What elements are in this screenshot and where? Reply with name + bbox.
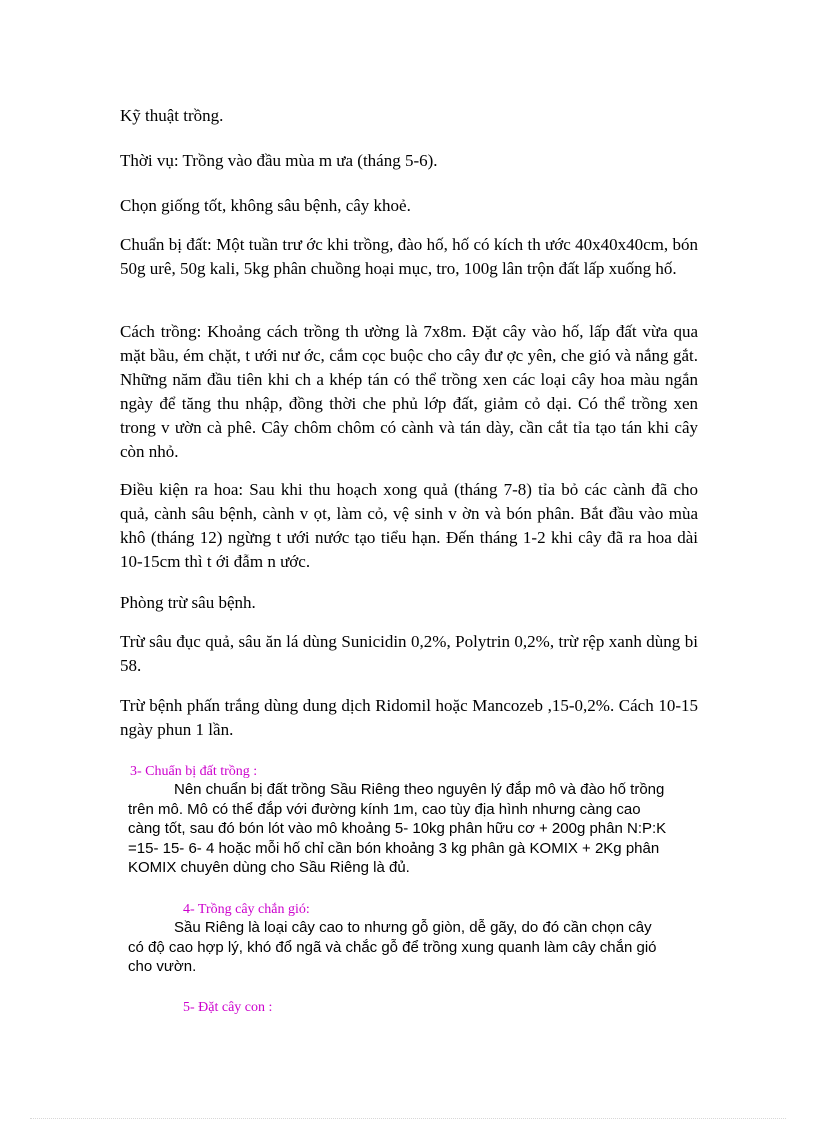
paragraph-season: Thời vụ: Trồng vào đầu mùa m ưa (tháng 5-6). bbox=[120, 151, 438, 170]
paragraph-windbreak-trees: Sầu Riêng là loại cây cao to nhưng gỗ giòn, dễ gãy, do đó cần chọn cây có độ cao hợp lý, khó đổ ngã và chắc gỗ để trồng xung quanh làm cây chắn gió cho vườn. bbox=[128, 919, 657, 975]
paragraph-durian-soil-preparation: Nên chuẩn bị đất trồng Sầu Riêng theo nguyên lý đắp mô và đào hố trồng trên mô. Mô có thể đắp với đường kính 1m, cao tùy địa hình nhưng càng cao càng tốt, sau đó bón lót vào mô khoảng 5- 10kg phân hữu cơ + 200g phân N:P:K =15- 15- 6- 4 hoặc mỗi hố chỉ cần bón khoảng 3 kg phân gà KOMIX + 2Kg phân KOMIX chuyên dùng cho Sầu Riêng là đủ. bbox=[128, 781, 667, 876]
heading-planting-seedlings: 5- Đặt cây con : bbox=[183, 1000, 273, 1015]
heading-windbreak-trees: 4- Trồng cây chắn gió: bbox=[183, 902, 310, 917]
paragraph-seed-selection: Chọn giống tốt, không sâu bệnh, cây khoẻ. bbox=[120, 196, 411, 215]
section-title-planting-technique: Kỹ thuật trồng. bbox=[120, 106, 224, 125]
paragraph-planting-method: Cách trồng: Khoảng cách trồng th ường là 7x8m. Đặt cây vào hố, lấp đất vừa qua mặt bầu, ém chặt, t ưới nư ớc, cắm cọc buộc cho cây đư ợc yên, che gió và nắng gắt. Những năm đầu tiên khi ch a khép tán có thể trồng xen các loại cây hoa màu ngắn ngày để tăng thu nhập, đồng thời che phủ lớp đất, giảm cỏ dại. Có thể trồng xen trong v ườn cà phê. Cây chôm chôm có cành và tán dày, cần cắt tỉa tạo tán khi cây còn nhỏ. bbox=[120, 322, 698, 461]
heading-soil-preparation-durian: 3- Chuẩn bị đất trồng : bbox=[130, 764, 258, 779]
paragraph-insect-control: Trừ sâu đục quả, sâu ăn lá dùng Sunicidin 0,2%, Polytrin 0,2%, trừ rệp xanh dùng bi 58. bbox=[120, 632, 698, 675]
page-bottom-divider bbox=[30, 1118, 786, 1119]
paragraph-disease-control: Trừ bệnh phấn trắng dùng dung dịch Ridomil hoặc Mancozeb ,15-0,2%. Cách 10-15 ngày phun 1 lần. bbox=[120, 696, 698, 739]
section-title-pest-control: Phòng trừ sâu bệnh. bbox=[120, 593, 256, 612]
paragraph-flowering-conditions: Điều kiện ra hoa: Sau khi thu hoạch xong quả (tháng 7-8) tỉa bỏ các cành đã cho quả, cành sâu bệnh, cành v ọt, làm cỏ, vệ sinh v ờn và bón phân. Bắt đầu vào mùa khô (tháng 12) ngừng t ưới nước tạo tiểu hạn. Đến tháng 1-2 khi cây đã ra hoa dài 10-15cm thì t ới đẫm n ước. bbox=[120, 480, 698, 571]
paragraph-soil-preparation: Chuẩn bị đất: Một tuần trư ớc khi trồng, đào hố, hố có kích th ước 40x40x40cm, bón 50g urê, 50g kali, 5kg phân chuồng hoại mục, tro, 100g lân trộn đất lấp xuống hố. bbox=[120, 235, 698, 278]
